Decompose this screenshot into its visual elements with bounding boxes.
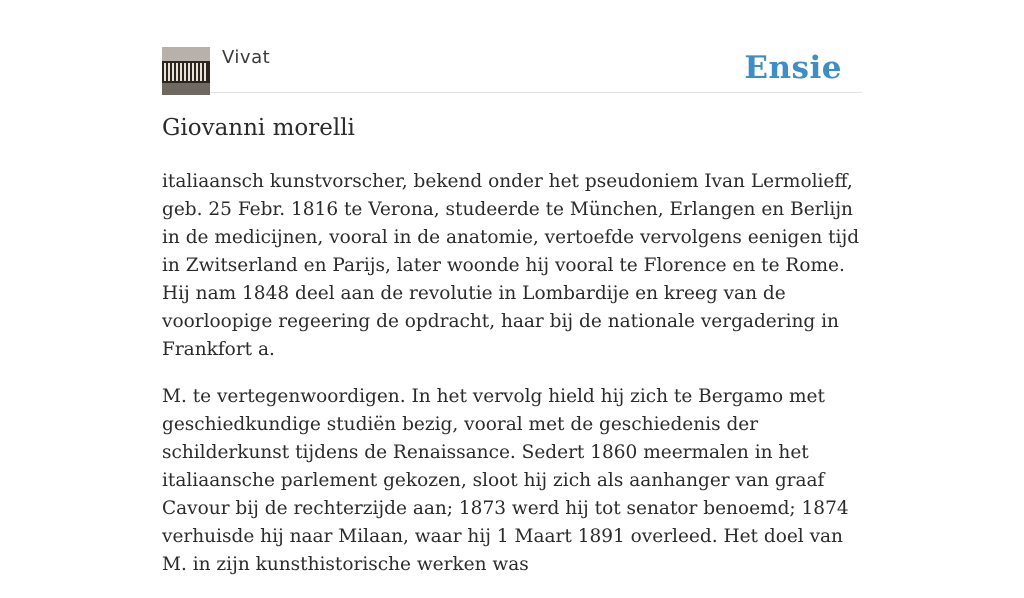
header	[162, 46, 862, 93]
author-name[interactable]: Vivat	[222, 47, 271, 68]
author-avatar[interactable]	[162, 47, 210, 95]
ensie-logo[interactable]: Ensie	[744, 50, 842, 86]
paragraph: M. te vertegenwoordigen. In het vervolg hield hij zich te Bergamo met geschiedkundige studiën bezig, vooral met de geschiedenis der schilderkunst tijdens de Renaissance. Sedert 1860 meermalen in het italiaansche parlement gekozen, sloot hij zich als aanhanger van graaf Cavour bij de rechterzijde aan; 1873 werd hij tot senator benoemd; 1874 verhuisde hij naar Milaan, waar hij 1 Maart 1891 overleed. Het doel van M. in zijn kunsthistorische werken was	[162, 386, 849, 575]
page-title: Giovanni morelli	[162, 115, 355, 141]
paragraph: italiaansch kunstvorscher, bekend onder het pseudoniem Ivan Lermolieff, geb. 25 Febr. 1816 te Verona, studeerde te München, Erlangen en Berlijn in de medicijnen, vooral in de anatomie, vertoefde vervolgens eenigen tijd in Zwitserland en Parijs, later woonde hij vooral te Florence en te Rome. Hij nam 1848 deel aan de revolutie in Lombardije en kreeg van de voorloopige regeering de opdracht, haar bij de nationale vergadering in Frankfort a.	[162, 171, 860, 360]
bookshelf-avatar-icon	[162, 47, 210, 95]
article-body	[162, 168, 862, 598]
